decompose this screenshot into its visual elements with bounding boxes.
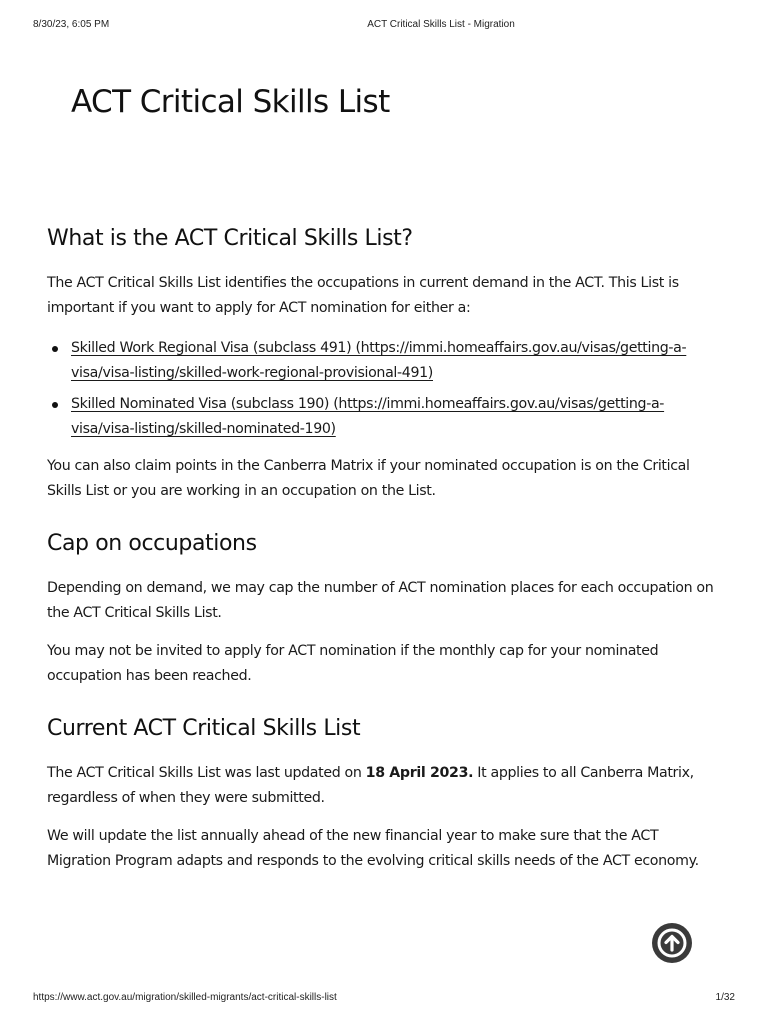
- bullet-icon: [52, 402, 58, 408]
- list-item: [71, 336, 723, 386]
- cap-paragraph-2: You may not be invited to apply for ACT nomination if the monthly cap for your nominated occupation has been reached.: [47, 643, 659, 684]
- print-footer: [0, 992, 768, 1006]
- print-document-title: ACT Critical Skills List - Migration: [367, 19, 515, 30]
- what-is-intro: The ACT Critical Skills List identifies the occupations in current demand in the ACT. This List is important if you want to apply for ACT nomination for either a:: [47, 275, 679, 316]
- visa-link-list: [47, 336, 723, 442]
- back-to-top-button[interactable]: [652, 923, 692, 963]
- last-updated-date: 18 April 2023.: [365, 765, 474, 781]
- list-item: [71, 392, 723, 442]
- cap-paragraph-1: Depending on demand, we may cap the number of ACT nomination places for each occupation on the ACT Critical Skills List.: [47, 580, 714, 621]
- print-page-number: 1/32: [715, 992, 735, 1003]
- current-paragraph-2: We will update the list annually ahead of the new financial year to make sure that the ACT Migration Program adapts and responds to the evolving critical skills needs of the ACT economy.: [47, 828, 699, 869]
- section-heading-what-is: What is the ACT Critical Skills List?: [47, 226, 413, 251]
- visa-491-link[interactable]: Skilled Work Regional Visa (subclass 491) (https://immi.homeaffairs.gov.au/visas/getting-a-visa/visa-listing/skilled-work-regional-provisional-491): [71, 340, 687, 381]
- section-heading-current: Current ACT Critical Skills List: [47, 716, 361, 741]
- visa-190-link[interactable]: Skilled Nominated Visa (subclass 190) (https://immi.homeaffairs.gov.au/visas/getting-a-visa/visa-listing/skilled-nominated-190): [71, 396, 665, 437]
- page-title: ACT Critical Skills List: [71, 84, 390, 120]
- arrow-up-circle-icon: [657, 928, 687, 958]
- print-datetime: 8/30/23, 6:05 PM: [33, 19, 110, 30]
- print-header: [0, 19, 768, 33]
- what-is-outro: You can also claim points in the Canberra Matrix if your nominated occupation is on the Critical Skills List or you are working in an occupation on the List.: [47, 458, 690, 499]
- current-paragraph-1: [47, 761, 723, 811]
- bullet-icon: [52, 346, 58, 352]
- section-heading-cap: Cap on occupations: [47, 531, 257, 556]
- main-content: [47, 222, 723, 874]
- current-p1-after: It applies to all Canberra Matrix, regardless of when they were submitted.: [47, 765, 694, 806]
- current-p1-before: The ACT Critical Skills List was last updated on: [47, 765, 366, 781]
- print-url: https://www.act.gov.au/migration/skilled-migrants/act-critical-skills-list: [33, 992, 337, 1003]
